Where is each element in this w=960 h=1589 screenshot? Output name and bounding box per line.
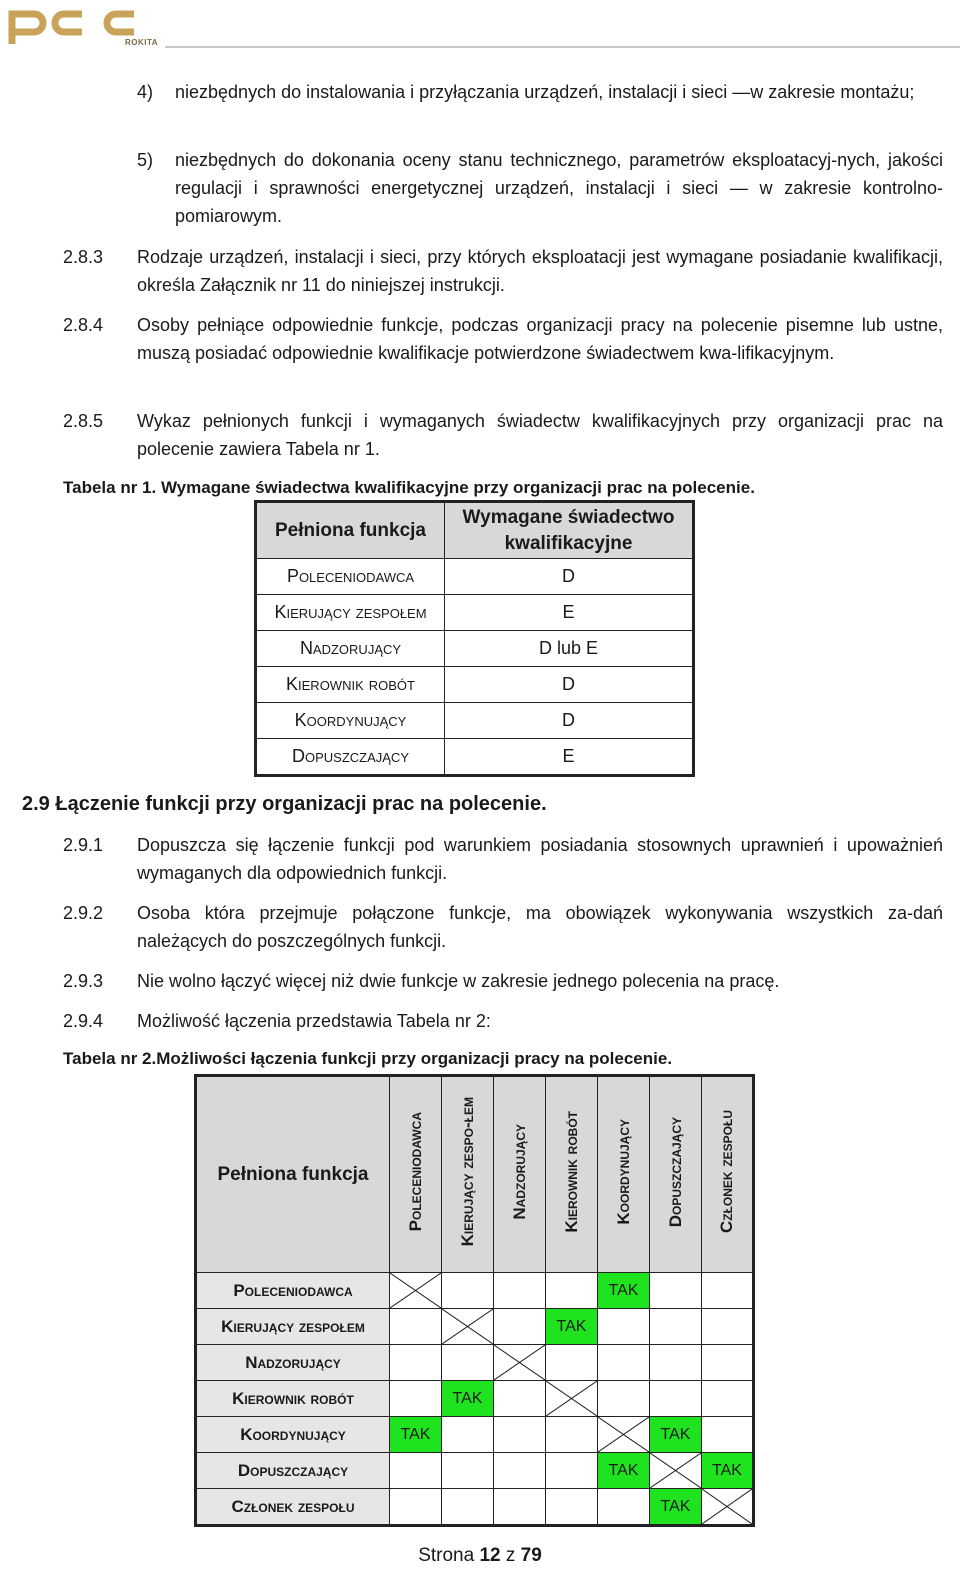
list-item [137, 146, 943, 230]
certificate-cell: D [445, 559, 694, 595]
page-number: 12 [479, 1545, 501, 1566]
certificate-cell: D [445, 667, 694, 703]
item-text: niezbędnych do dokonania oceny stanu technicznego, parametrów eksploatacyj-nych, jakości regulacji i sprawności energetycznej urządzeń, instalacji i sieci — w zakresie kontrolno-pomiarowym. [175, 150, 943, 226]
cross-icon [702, 1489, 752, 1524]
function-cell: Koordynujący [256, 703, 445, 739]
empty-cell [650, 1381, 702, 1417]
tak-cell: TAK [390, 1417, 442, 1453]
empty-cell [494, 1417, 546, 1453]
col-header-label: Nadzorujący [509, 1124, 529, 1220]
empty-cell [442, 1489, 494, 1526]
empty-cell [546, 1417, 598, 1453]
certificate-cell: E [445, 595, 694, 631]
cross-icon [598, 1417, 649, 1452]
empty-cell [546, 1273, 598, 1309]
col-header-label: Dopuszczający [665, 1116, 685, 1228]
item-text: Dopuszcza się łączenie funkcji pod warunkiem posiadania stosownych uprawnień i upoważnień wymaganych dla odpowiednich funkcji. [137, 835, 943, 883]
table-row [256, 739, 694, 776]
function-cell: Nadzorujący [256, 631, 445, 667]
tak-cell: TAK [546, 1309, 598, 1345]
function-cell: Kierujący zespołem [256, 595, 445, 631]
section-heading: 2.9 Łączenie funkcji przy organizacji prac na polecenie. [22, 793, 547, 815]
paragraph [63, 243, 943, 299]
col-header-label: Kierownik robót [561, 1111, 581, 1233]
table1-caption: Tabela nr 1. Wymagane świadectwa kwalifikacyjne przy organizacji prac na polecenie. [63, 478, 755, 497]
certificate-cell: E [445, 739, 694, 776]
row-header: Dopuszczający [196, 1453, 390, 1489]
item-text: Rodzaje urządzeń, instalacji i sieci, przy których eksploatacji jest wymagane posiadanie kwalifikacji, określa Załącznik nr 11 do niniejszej instrukcji. [137, 247, 943, 295]
item-number: 2.9.4 [63, 1011, 104, 1031]
empty-cell [494, 1381, 546, 1417]
tak-cell: TAK [650, 1417, 702, 1453]
page-header [0, 0, 960, 52]
empty-cell [650, 1273, 702, 1309]
paragraph [63, 899, 943, 955]
cross-icon [390, 1273, 441, 1308]
item-number: 5) [137, 150, 154, 170]
row-header: Poleceniodawca [196, 1273, 390, 1309]
empty-cell [442, 1345, 494, 1381]
footer-mid: z [500, 1545, 521, 1566]
table-row [196, 1417, 754, 1453]
empty-cell [442, 1273, 494, 1309]
table-row [256, 631, 694, 667]
empty-cell [390, 1309, 442, 1345]
empty-cell [546, 1345, 598, 1381]
empty-cell [598, 1345, 650, 1381]
row-header: Członek zespołu [196, 1489, 390, 1526]
item-number: 4) [137, 82, 154, 102]
table-row [196, 1273, 754, 1309]
paragraph [63, 311, 943, 367]
item-text: Wykaz pełnionych funkcji i wymaganych świadectw kwalifikacyjnych przy organizacji prac na polecenie zawiera Tabela nr 1. [137, 411, 943, 459]
empty-cell [598, 1489, 650, 1526]
crossed-cell [598, 1417, 650, 1453]
tak-cell: TAK [650, 1489, 702, 1526]
empty-cell [494, 1489, 546, 1526]
item-text: Nie wolno łączyć więcej niż dwie funkcje w zakresie jednego polecenia na pracę. [137, 971, 780, 991]
table2-col-header [702, 1076, 754, 1273]
table-row [196, 1489, 754, 1526]
empty-cell [702, 1273, 754, 1309]
table1-header-certificate: Wymagane świadectwo kwalifikacyjne [445, 502, 694, 559]
empty-cell [702, 1309, 754, 1345]
empty-cell [650, 1345, 702, 1381]
table2-col-header [650, 1076, 702, 1273]
certificate-cell: D [445, 703, 694, 739]
crossed-cell [702, 1489, 754, 1526]
empty-cell [702, 1345, 754, 1381]
row-header: Nadzorujący [196, 1345, 390, 1381]
cross-icon [494, 1345, 545, 1380]
crossed-cell [546, 1381, 598, 1417]
item-number: 2.8.4 [63, 315, 104, 335]
tak-cell: TAK [598, 1273, 650, 1309]
list-item [137, 78, 943, 106]
function-cell: Kierownik robót [256, 667, 445, 703]
cross-icon [650, 1453, 701, 1488]
item-text: Osoba która przejmuje połączone funkcje, ma obowiązek wykonywania wszystkich za-dań należących do poszczególnych funkcji. [137, 903, 943, 951]
table-row [196, 1345, 754, 1381]
tak-cell: TAK [702, 1453, 754, 1489]
table-row [196, 1453, 754, 1489]
paragraph [63, 407, 943, 463]
col-header-label: Kierujący zespo-łem [457, 1097, 477, 1247]
empty-cell [390, 1489, 442, 1526]
table2-col-header [390, 1076, 442, 1273]
empty-cell [702, 1381, 754, 1417]
table-row [256, 703, 694, 739]
table1-header-function: Pełniona funkcja [256, 502, 445, 559]
item-number: 2.8.3 [63, 247, 104, 267]
table2-corner: Pełniona funkcja [196, 1076, 390, 1273]
table1 [254, 500, 695, 777]
function-cell: Poleceniodawca [256, 559, 445, 595]
table-row [196, 1381, 754, 1417]
table-row [256, 595, 694, 631]
item-number: 2.9.3 [63, 971, 104, 991]
tak-cell: TAK [598, 1453, 650, 1489]
item-text: Możliwość łączenia przedstawia Tabela nr 2: [137, 1011, 491, 1031]
table2-col-header [494, 1076, 546, 1273]
empty-cell [702, 1417, 754, 1453]
item-number: 2.9.1 [63, 835, 104, 855]
table2-col-header [442, 1076, 494, 1273]
function-cell: Dopuszczający [256, 739, 445, 776]
empty-cell [598, 1309, 650, 1345]
cross-icon [442, 1309, 493, 1344]
table-row [256, 667, 694, 703]
certificate-cell: D lub E [445, 631, 694, 667]
paragraph [63, 967, 943, 995]
empty-cell [546, 1453, 598, 1489]
empty-cell [442, 1417, 494, 1453]
empty-cell [494, 1309, 546, 1345]
item-number: 2.8.5 [63, 411, 104, 431]
table2-col-header [546, 1076, 598, 1273]
row-header: Kierownik robót [196, 1381, 390, 1417]
empty-cell [598, 1381, 650, 1417]
header-rule [165, 46, 960, 48]
empty-cell [494, 1273, 546, 1309]
crossed-cell [442, 1309, 494, 1345]
tak-cell: TAK [442, 1381, 494, 1417]
item-number: 2.9.2 [63, 903, 104, 923]
footer-prefix: Strona [418, 1545, 480, 1566]
page-total: 79 [520, 1545, 542, 1566]
page-footer [0, 1545, 960, 1567]
table-row [196, 1309, 754, 1345]
col-header-label: Członek zespołu [717, 1110, 736, 1234]
table-row [256, 559, 694, 595]
empty-cell [650, 1309, 702, 1345]
table2-caption: Tabela nr 2.Możliwości łączenia funkcji przy organizacji pracy na polecenie. [63, 1049, 673, 1068]
table2-col-header [598, 1076, 650, 1273]
cross-icon [546, 1381, 597, 1416]
crossed-cell [650, 1453, 702, 1489]
item-text: niezbędnych do instalowania i przyłączania urządzeń, instalacji i sieci —w zakresie montażu; [175, 82, 915, 102]
crossed-cell [390, 1273, 442, 1309]
empty-cell [390, 1381, 442, 1417]
crossed-cell [494, 1345, 546, 1381]
empty-cell [494, 1453, 546, 1489]
item-text: Osoby pełniące odpowiednie funkcje, podczas organizacji pracy na polecenie pisemne lub ustne, muszą posiadać odpowiednie kwalifikacje potwierdzone świadectwem kwa-lifikacyjnym. [137, 315, 943, 363]
paragraph [63, 1007, 943, 1035]
row-header: Koordynujący [196, 1417, 390, 1453]
empty-cell [442, 1453, 494, 1489]
logo-subtitle: ROKITA [125, 38, 159, 47]
col-header-label: Koordynujący [613, 1119, 633, 1225]
empty-cell [390, 1453, 442, 1489]
empty-cell [546, 1489, 598, 1526]
empty-cell [390, 1345, 442, 1381]
paragraph [63, 831, 943, 887]
table2 [194, 1074, 755, 1527]
row-header: Kierujący zespołem [196, 1309, 390, 1345]
col-header-label: Poleceniodawca [405, 1112, 425, 1232]
